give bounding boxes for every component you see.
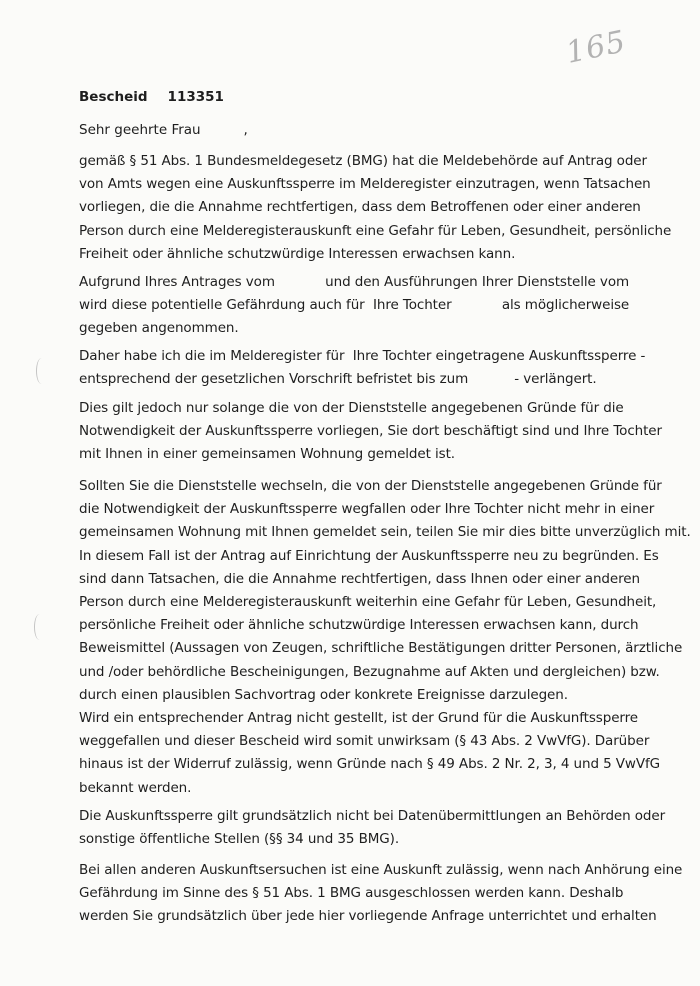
text-line: Die Auskunftssperre gilt grundsätzlich nicht bei Datenübermittlungen an Behörden oder xyxy=(79,808,666,824)
document-heading xyxy=(79,89,224,105)
paragraph-changes xyxy=(79,475,691,707)
margin-punch-mark xyxy=(36,358,47,384)
paragraph-legal-basis xyxy=(79,150,672,266)
paragraph-revocation xyxy=(79,707,669,800)
text-line: Dies gilt jedoch nur solange die von der Dienststelle angegebenen Gründe für die xyxy=(79,400,624,416)
text-line: Beweismittel (Aussagen von Zeugen, schriftliche Bestätigungen dritter Personen, ärztliche xyxy=(79,640,683,657)
paragraph-other-requests xyxy=(79,859,683,929)
text-line: Aufgrund Ihres Antrages vom und den Ausführungen Ihrer Dienststelle vom xyxy=(79,274,630,290)
text-line: Wird ein entsprechender Antrag nicht gestellt, ist der Grund für die Auskunftssperre xyxy=(79,710,638,726)
paragraph-application xyxy=(79,271,669,341)
text-line: Person durch eine Melderegisterauskunft eine Gefahr für Leben, Gesundheit, persönliche xyxy=(79,222,672,239)
text-line: die Notwendigkeit der Auskunftssperre wegfallen oder Ihre Tochter nicht mehr in einer xyxy=(79,501,655,518)
text-line: Gefährdung im Sinne des § 51 Abs. 1 BMG ausgeschlossen werden kann. Deshalb xyxy=(79,885,624,902)
paragraph-conditions xyxy=(79,397,669,467)
text-line: und /oder behördliche Bescheinigungen, Bezugnahme auf Akten und dergleichen) bzw. xyxy=(79,663,660,680)
text-line: weggefallen und dieser Bescheid wird somit unwirksam (§ 43 Abs. 2 VwVfG). Darüber xyxy=(79,733,650,750)
handwritten-page-number: 165 xyxy=(563,24,630,71)
paragraph-authorities xyxy=(79,805,669,851)
text-line: durch einen plausiblen Sachvortrag oder konkrete Ereignisse darzulegen. xyxy=(79,686,568,703)
text-line: persönliche Freiheit oder ähnliche schutzwürdige Interessen erwachsen kann, durch xyxy=(79,617,639,634)
text-line: bekannt werden. xyxy=(79,779,192,796)
text-line: von Amts wegen eine Auskunftssperre im Melderegister einzutragen, wenn Tatsachen xyxy=(79,176,651,193)
text-line: Freiheit oder ähnliche schutzwürdige Interessen erwachsen kann. xyxy=(79,245,516,262)
text-line: sonstige öffentliche Stellen (§§ 34 und 35 BMG). xyxy=(79,831,400,848)
text-line: gegeben angenommen. xyxy=(79,320,239,337)
text-line: gemeinsamen Wohnung mit Ihnen gemeldet sein, teilen Sie mir dies bitte unverzüglich mit. xyxy=(79,524,691,541)
text-line: sind dann Tatsachen, die die Annahme rechtfertigen, dass Ihnen oder einer anderen xyxy=(79,570,640,587)
text-line: Bei allen anderen Auskunftsersuchen ist eine Auskunft zulässig, wenn nach Anhörung eine xyxy=(79,862,683,878)
text-line: vorliegen, die die Annahme rechtfertigen, dass dem Betroffenen oder einer anderen xyxy=(79,199,641,216)
text-line: werden Sie grundsätzlich über jede hier vorliegende Anfrage unterrichtet und erhalten xyxy=(79,908,657,925)
text-line: hinaus ist der Widerruf zulässig, wenn Gründe nach § 49 Abs. 2 Nr. 2, 3, 4 und 5 VwVfG xyxy=(79,756,661,773)
text-line: In diesem Fall ist der Antrag auf Einrichtung der Auskunftssperre neu zu begründen. Es xyxy=(79,547,659,564)
text-line: Person durch eine Melderegisterauskunft weiterhin eine Gefahr für Leben, Gesundheit, xyxy=(79,594,657,611)
text-line: entsprechend der gesetzlichen Vorschrift befristet bis zum - verlängert. xyxy=(79,371,597,388)
text-line: Notwendigkeit der Auskunftssperre vorliegen, Sie dort beschäftigt sind und Ihre Tochter xyxy=(79,423,662,440)
text-line: Daher habe ich die im Melderegister für Ihre Tochter eingetragene Auskunftssperre - xyxy=(79,348,646,364)
text-line: Sollten Sie die Dienststelle wechseln, die von der Dienststelle angegebenen Gründe für xyxy=(79,478,662,494)
reference-number: 113351 xyxy=(167,89,224,105)
heading-label: Bescheid xyxy=(79,89,148,105)
text-line: mit Ihnen in einer gemeinsamen Wohnung gemeldet ist. xyxy=(79,446,455,463)
text-line: gemäß § 51 Abs. 1 Bundesmeldegesetz (BMG) hat die Meldebehörde auf Antrag oder xyxy=(79,153,647,169)
margin-punch-mark xyxy=(34,614,45,640)
salutation: Sehr geehrte Frau , xyxy=(79,122,248,138)
paragraph-extension xyxy=(79,345,669,391)
text-line: wird diese potentielle Gefährdung auch für Ihre Tochter als möglicherweise xyxy=(79,297,630,314)
